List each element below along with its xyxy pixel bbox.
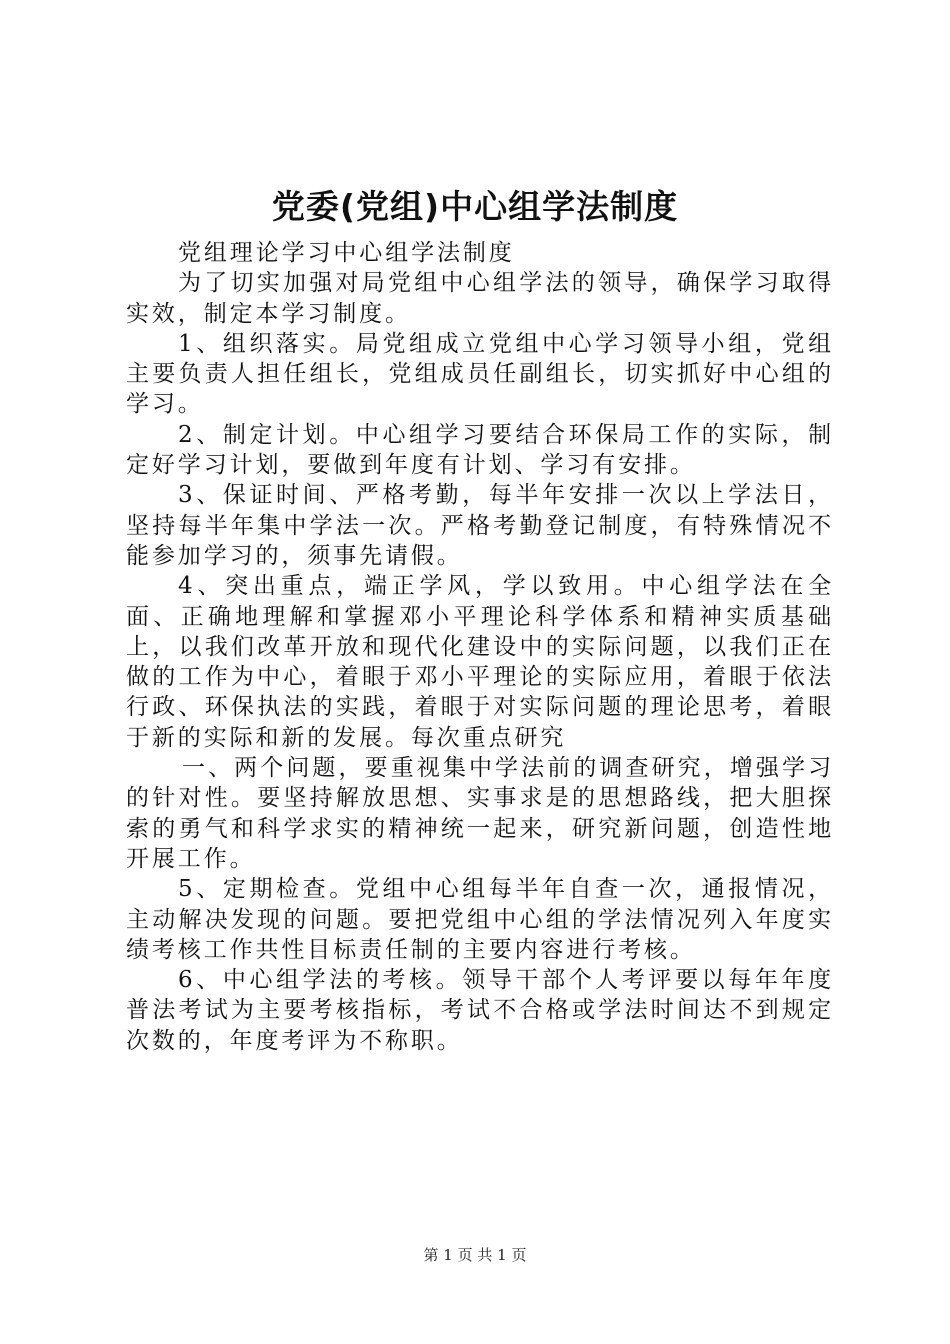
paragraph-item-4-continued: 一、两个问题，要重视集中学法前的调查研究，增强学习的针对性。要坚持解放思想、实事求是的思想路线，把大胆探索的勇气和科学求实的精神统一起来，研究新问题，创造性地开展工作。 (126, 755, 834, 872)
document-title: 党委(党组)中心组学法制度 (271, 187, 679, 226)
page-number-footer: 第 1 页 共 1 页 (423, 1246, 527, 1264)
paragraph-intro: 为了切实加强对局党组中心组学法的领导，确保学习取得实效，制定本学习制度。 (126, 270, 834, 327)
paragraph-item-5: 5、定期检查。党组中心组每半年自查一次，通报情况，主动解决发现的问题。要把党组中心组的学法情况列入年度实绩考核工作共性目标责任制的主要内容进行考核。 (126, 876, 834, 963)
paragraph-item-4: 4、突出重点，端正学风，学以致用。中心组学法在全面、正确地理解和掌握邓小平理论科学体系和精神实质基础上，以我们改革开放和现代化建设中的实际问题，以我们正在做的工作为中心，着眼于邓小平理论的实际应用，着眼于依法行政、环保执法的实践，着眼于对实际问题的理论思考，着眼于新的实际和新的发展。每次重点研究 (126, 573, 834, 751)
paragraph-subtitle: 党组理论学习中心组学法制度 (178, 240, 515, 266)
paragraph-item-1: 1、组织落实。局党组成立党组中心学习领导小组，党组主要负责人担任组长，党组成员任副组长，切实抓好中心组的学习。 (126, 330, 834, 418)
document-body (126, 238, 834, 1056)
paragraph-item-6: 6、中心组学法的考核。领导干部个人考评要以每年年度普法考试为主要考核指标，考试不合格或学法时间达不到规定次数的，年度考评为不称职。 (126, 967, 834, 1054)
paragraph-item-3: 3、保证时间、严格考勤，每半年安排一次以上学法日，坚持每半年集中学法一次。严格考勤登记制度，有特殊情况不能参加学习的，须事先请假。 (126, 482, 834, 569)
paragraph-item-2: 2、制定计划。中心组学习要结合环保局工作的实际，制定好学习计划，要做到年度有计划、学习有安排。 (126, 421, 834, 479)
